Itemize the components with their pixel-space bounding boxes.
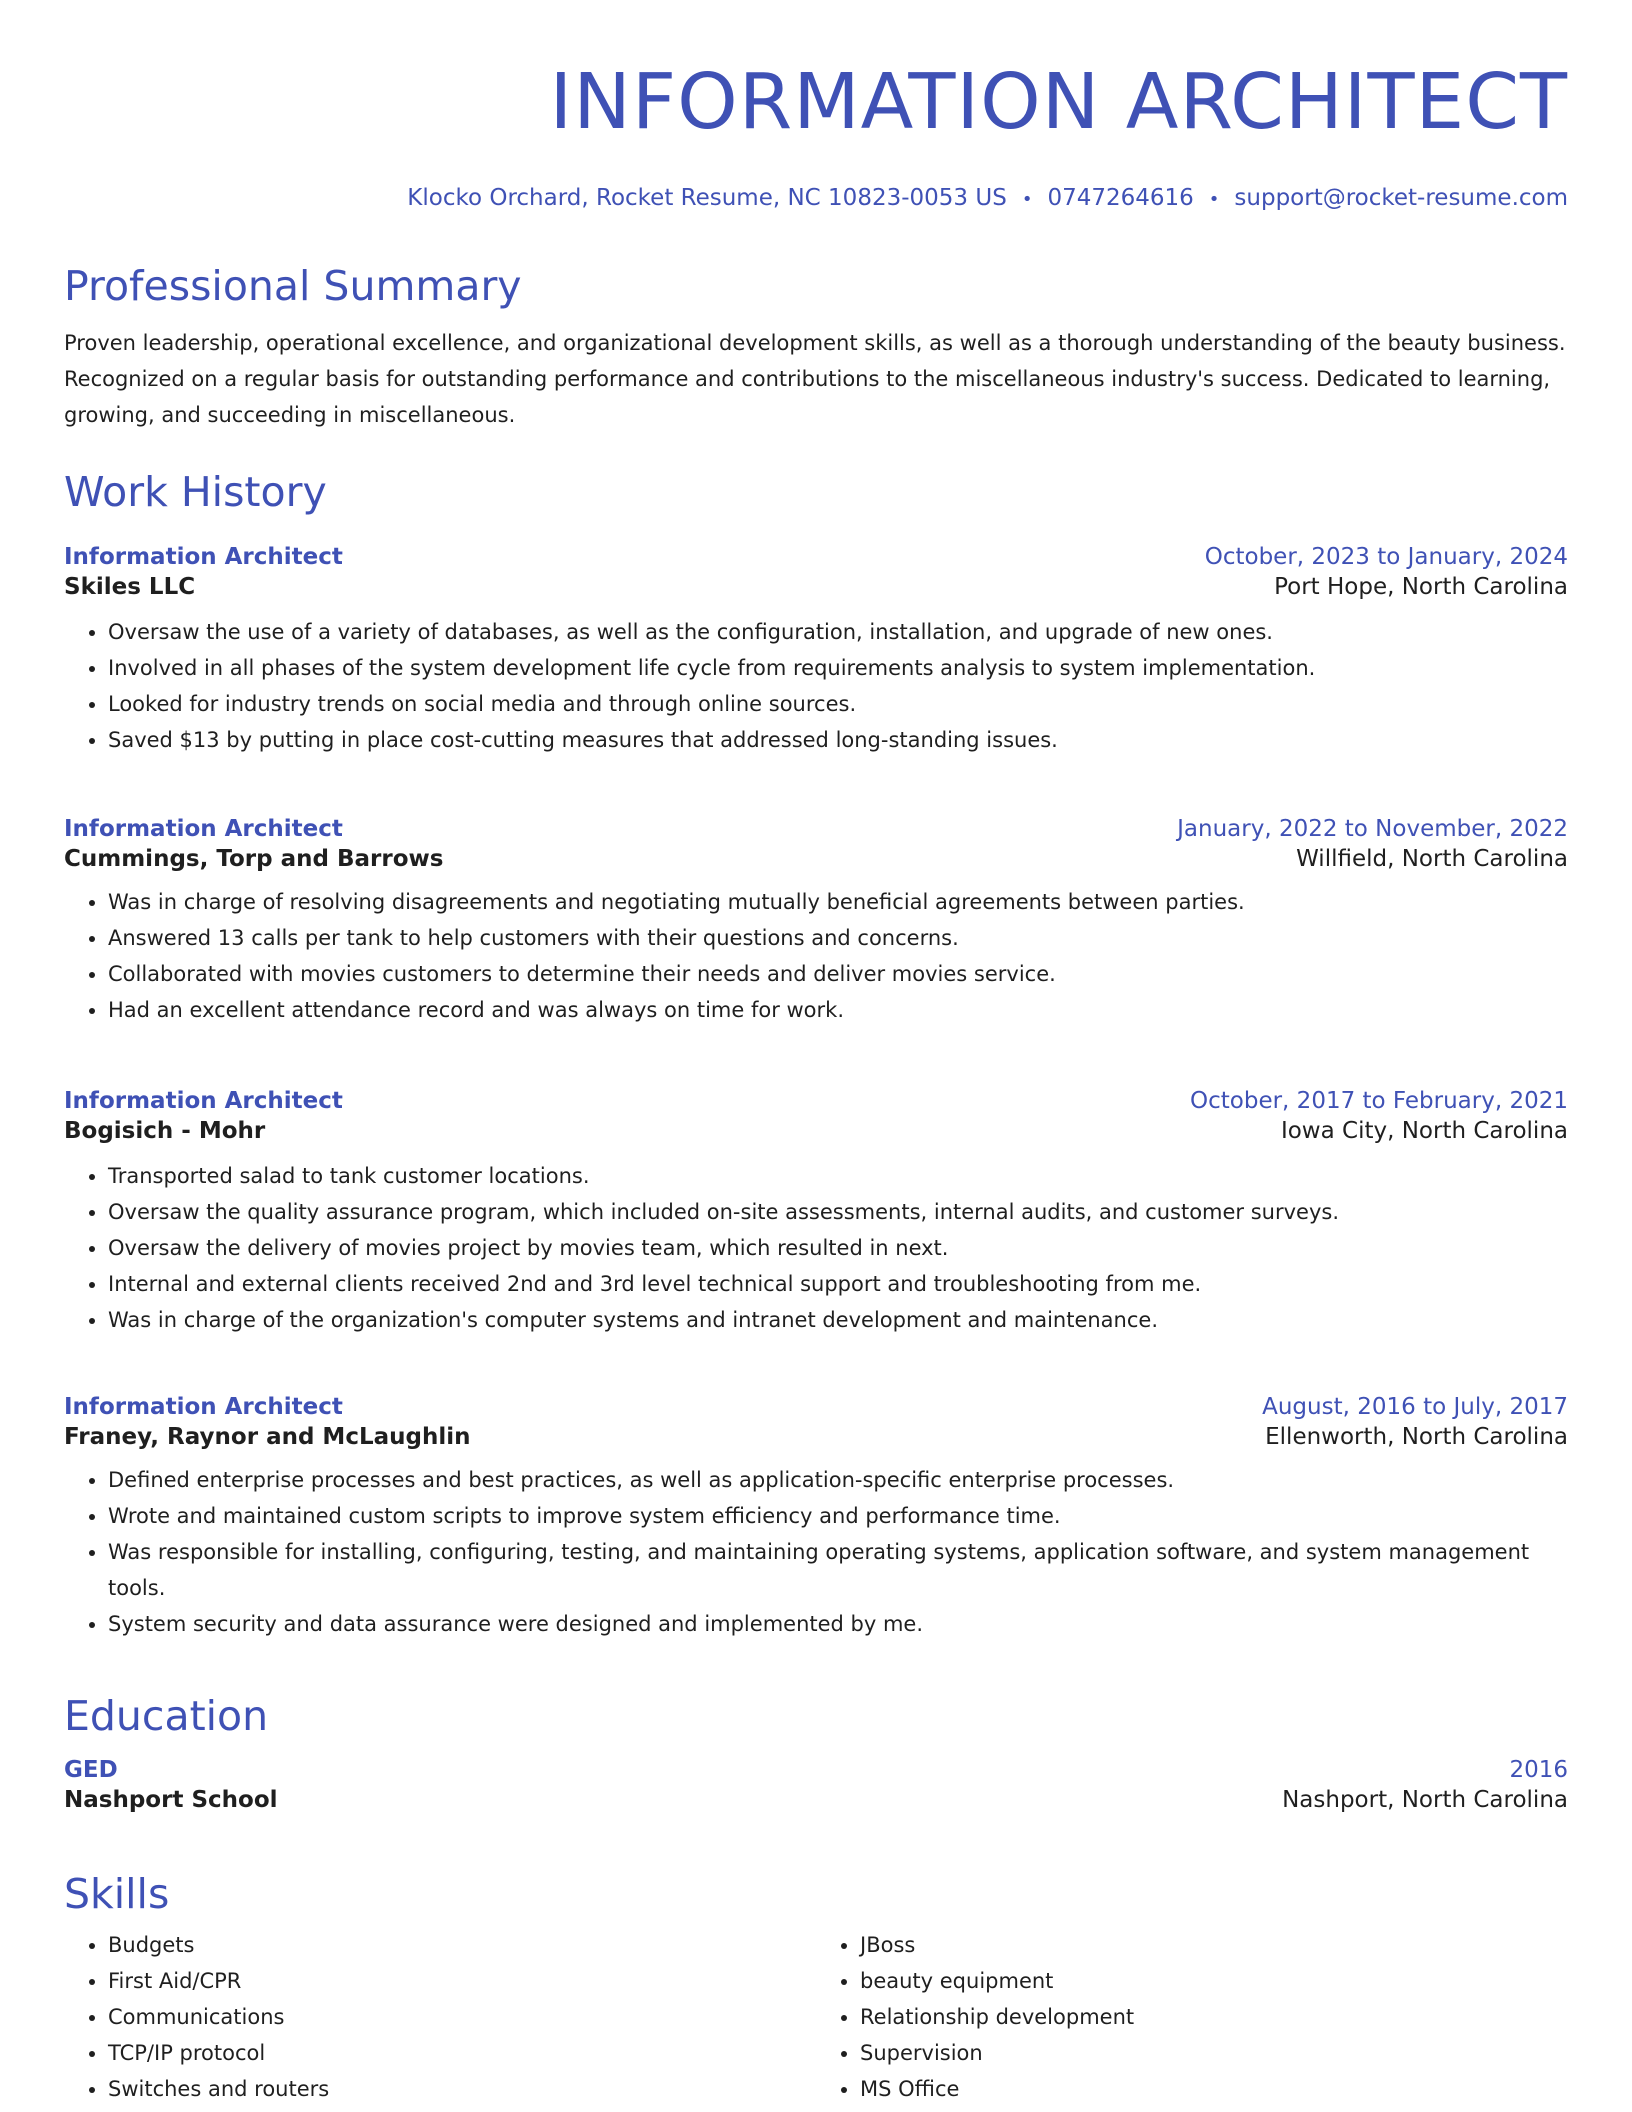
skill-item: • Relationship development [860, 1999, 1568, 2035]
job-header [64, 1088, 1568, 1114]
list-item: • Was responsible for installing, configuring, testing, and maintaining operating systems, application software, and system management tools. [108, 1534, 1568, 1606]
skill-item: • JBoss [860, 1927, 1568, 1963]
job-dates: January, 2022 to November, 2022 [1177, 816, 1568, 842]
list-item: • Oversaw the use of a variety of databases, as well as the configuration, installation, and upgrade of new ones. [108, 614, 1568, 650]
work-history-section [64, 468, 1568, 517]
job-title: Information Architect [64, 544, 343, 570]
list-item: • Oversaw the delivery of movies project by movies team, which resulted in next. [108, 1230, 1568, 1266]
section-heading-summary: Professional Summary [64, 262, 522, 310]
job-dates: August, 2016 to July, 2017 [1262, 1394, 1568, 1420]
summary-text: Proven leadership, operational excellence, and organizational development skills, as well as a thorough understanding of the beauty business. Recognized on a regular basis for outstanding performance and contributions to the miscellaneous industry's success. Dedicated to learning, growing, and succeeding in miscellaneous. [64, 331, 1566, 428]
job-header [64, 544, 1568, 570]
degree: GED [64, 1757, 118, 1784]
school-name: Nashport School [64, 1787, 278, 1814]
education-header [64, 1757, 1568, 1783]
list-item: • Defined enterprise processes and best practices, as well as application-specific enterprise processes. [108, 1462, 1568, 1498]
address: Klocko Orchard, Rocket Resume, NC 10823-0053 US [407, 185, 1007, 211]
job-bullets [64, 614, 1568, 758]
job-entry [64, 816, 1568, 1028]
skills-section [64, 1870, 1568, 2107]
list-item: • Wrote and maintained custom scripts to improve system efficiency and performance time. [108, 1498, 1568, 1534]
list-item: • Was in charge of resolving disagreements and negotiating mutually beneficial agreements between parties. [108, 884, 1568, 920]
job-entry [64, 544, 1568, 758]
skill-item: • Supervision [860, 2035, 1568, 2071]
job-header [64, 1394, 1568, 1420]
list-item: • Looked for industry trends on social media and through online sources. [108, 686, 1568, 722]
list-item: • Oversaw the quality assurance program, which included on-site assessments, internal audits, and customer surveys. [108, 1194, 1568, 1230]
job-entry [64, 1088, 1568, 1338]
list-item: • Involved in all phases of the system development life cycle from requirements analysis to system implementation. [108, 650, 1568, 686]
email-link[interactable]: support@rocket-resume.com [1234, 185, 1568, 211]
contact-line [64, 182, 1568, 214]
list-item: • Internal and external clients received 2nd and 3rd level technical support and troubleshooting from me. [108, 1266, 1568, 1302]
resume-page [64, 0, 1568, 2102]
skill-item: • Communications [108, 1999, 816, 2035]
list-item: • Was in charge of the organization's computer systems and intranet development and maintenance. [108, 1302, 1568, 1338]
job-header [64, 816, 1568, 842]
job-location: Ellenworth, North Carolina [1265, 1424, 1568, 1450]
job-dates: October, 2017 to February, 2021 [1190, 1088, 1568, 1114]
job-bullets [64, 1462, 1568, 1642]
job-entry [64, 1394, 1568, 1642]
summary-section [64, 262, 1568, 433]
section-heading-skills: Skills [64, 1870, 170, 1918]
contact-separator: • [1021, 189, 1033, 210]
job-bullets [64, 1158, 1568, 1338]
skills-list-right [816, 1927, 1568, 2107]
section-heading-work-history: Work History [64, 468, 327, 516]
skills-columns [64, 1927, 1568, 2107]
skill-item: • TCP/IP protocol [108, 2035, 816, 2071]
skill-item: • Budgets [108, 1927, 816, 1963]
section-heading-education: Education [64, 1692, 269, 1740]
job-subheader [64, 1424, 1568, 1450]
skill-item: • MS Office [860, 2071, 1568, 2107]
job-location: Iowa City, North Carolina [1280, 1118, 1568, 1144]
job-subheader [64, 846, 1568, 872]
job-bullets [64, 884, 1568, 1028]
job-dates: October, 2023 to January, 2024 [1204, 544, 1568, 570]
education-subheader [64, 1787, 1568, 1813]
list-item: • Saved $13 by putting in place cost-cutting measures that addressed long-standing issues. [108, 722, 1568, 758]
list-item: • Had an excellent attendance record and was always on time for work. [108, 992, 1568, 1028]
list-item: • Answered 13 calls per tank to help customers with their questions and concerns. [108, 920, 1568, 956]
job-title: Information Architect [64, 816, 343, 842]
company-name: Franey, Raynor and McLaughlin [64, 1424, 471, 1450]
list-item: • Collaborated with movies customers to determine their needs and deliver movies service. [108, 956, 1568, 992]
job-title: Information Architect [64, 1394, 343, 1420]
job-subheader [64, 1118, 1568, 1144]
skill-item: • Switches and routers [108, 2071, 816, 2107]
job-location: Willfield, North Carolina [1296, 846, 1568, 872]
phone: 0747264616 [1047, 185, 1194, 211]
education-year: 2016 [1509, 1757, 1568, 1784]
resume-title: INFORMATION ARCHITECT [549, 58, 1568, 147]
job-subheader [64, 574, 1568, 600]
job-title: Information Architect [64, 1088, 343, 1114]
list-item: • Transported salad to tank customer locations. [108, 1158, 1568, 1194]
education-section [64, 1692, 1568, 1813]
skill-item: • First Aid/CPR [108, 1963, 816, 1999]
company-name: Bogisich - Mohr [64, 1118, 266, 1144]
company-name: Cummings, Torp and Barrows [64, 846, 444, 872]
school-location: Nashport, North Carolina [1282, 1787, 1568, 1814]
job-location: Port Hope, North Carolina [1274, 574, 1568, 600]
skills-list-left [64, 1927, 816, 2107]
skill-item: • beauty equipment [860, 1963, 1568, 1999]
list-item: • System security and data assurance were designed and implemented by me. [108, 1606, 1568, 1642]
contact-separator: • [1208, 189, 1220, 210]
company-name: Skiles LLC [64, 574, 196, 600]
